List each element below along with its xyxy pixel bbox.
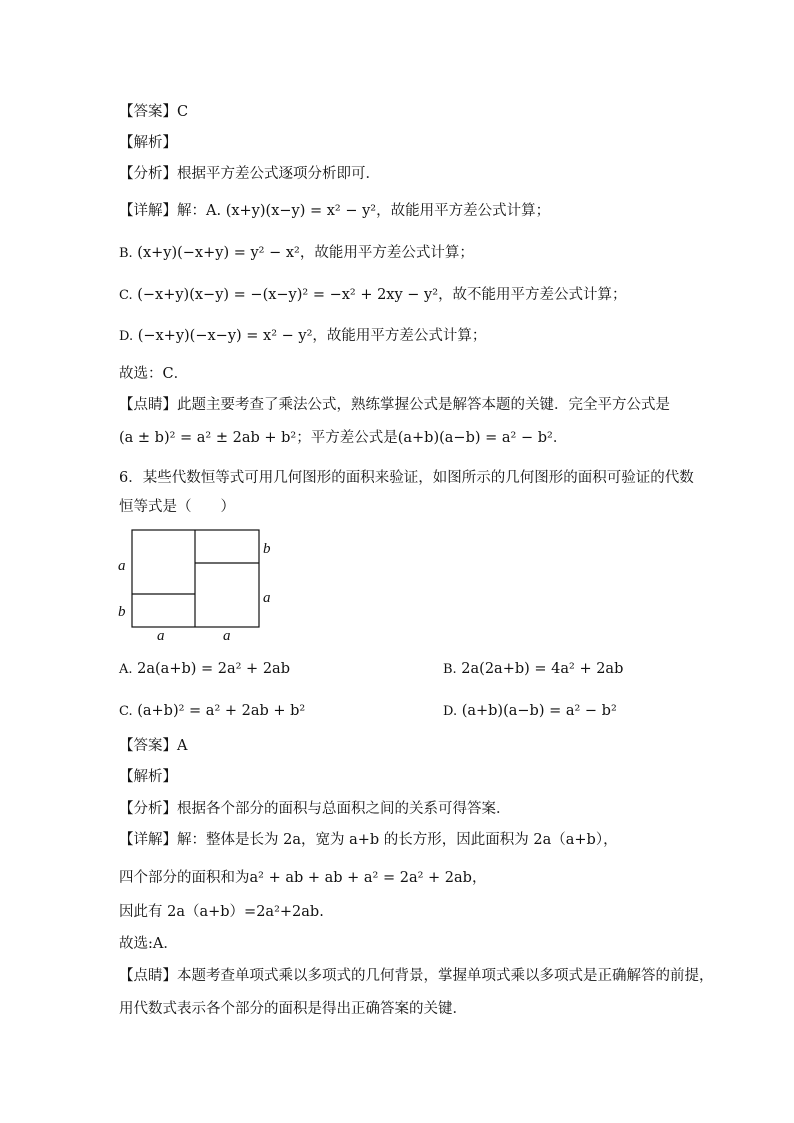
- q5-option-c: [119, 285, 627, 306]
- label-bottom-a-right: a: [223, 628, 231, 644]
- q5-dianjing-formulas: [119, 428, 567, 448]
- q5-choose: 故选：C．: [119, 366, 189, 382]
- q6-answer: 【答案】A: [119, 738, 188, 754]
- q6-option-b-formula: 2a(2a+b) = 4a² + 2ab: [461, 661, 624, 677]
- q5-fenxi: 【分析】根据平方差公式逐项分析即可．: [119, 166, 380, 182]
- q6-analysis-title: 【解析】: [119, 769, 177, 785]
- q6-stem-line1: 6．某些代数恒等式可用几何图形的面积来验证，如图所示的几何图形的面积可验证的代数: [119, 470, 694, 486]
- q6-detail2: [119, 868, 486, 888]
- q6-option-a-formula: 2a(a+b) = 2a² + 2ab: [137, 661, 290, 677]
- q6-option-a[interactable]: [119, 659, 290, 680]
- q5-option-d: [119, 326, 486, 347]
- q6-dianjing-line2: 用代数式表示各个部分的面积是得出正确答案的关键．: [119, 1001, 467, 1017]
- q5-c-label: C.: [119, 288, 133, 303]
- q5-b-formula: (x+y)(−x+y) = y² − x²: [137, 245, 300, 261]
- q5-b-label: B.: [119, 246, 133, 261]
- q5-d-label: D.: [119, 329, 134, 344]
- q6-option-d[interactable]: [443, 701, 617, 722]
- q5-detail-a-text: ，故能用平方差公式计算；: [376, 203, 551, 219]
- q5-detail-a: [119, 201, 550, 221]
- q5-analysis-title: 【解析】: [119, 135, 177, 151]
- q6-option-d-label: D.: [443, 704, 458, 719]
- label-left-a: a: [118, 558, 126, 574]
- q5-answer: 【答案】C: [119, 104, 189, 120]
- q5-b-text: ，故能用平方差公式计算；: [299, 245, 474, 261]
- q6-detail2-prefix: 四个部分的面积和为: [119, 870, 250, 886]
- label-right-b: b: [263, 541, 271, 557]
- q6-choose: 故选:A．: [119, 936, 178, 952]
- q5-dianjing-end: ．: [552, 430, 568, 446]
- q6-option-c-formula: (a+b)² = a² + 2ab + b²: [137, 703, 306, 719]
- q6-option-b[interactable]: [443, 659, 623, 680]
- q6-detail3: 因此有 2a（a+b）=2a²+2ab.: [119, 904, 324, 920]
- q5-option-b: [119, 243, 474, 264]
- q6-dianjing-line1: 【点睛】本题考查单项式乘以多项式的几何背景，掌握单项式乘以多项式是正确解答的前提，: [119, 968, 714, 984]
- q6-option-b-label: B.: [443, 662, 457, 677]
- q6-detail2-end: ，: [471, 870, 487, 886]
- q5-detail-a-formula: (x+y)(x−y) = x² − y²: [225, 203, 377, 219]
- q5-dianjing-mid: ；平方差公式是: [296, 430, 398, 446]
- q6-detail2-formula: a² + ab + ab + a² = 2a² + 2ab: [249, 870, 472, 886]
- q5-d-formula: (−x+y)(−x−y) = x² − y²: [137, 328, 313, 344]
- q6-geometry-diagram: [112, 522, 282, 647]
- q5-dianjing: 【点睛】此题主要考查了乘法公式，熟练掌握公式是解答本题的关键．完全平方公式是: [119, 397, 670, 413]
- q6-fenxi: 【分析】根据各个部分的面积与总面积之间的关系可得答案．: [119, 801, 511, 817]
- q6-detail1: 【详解】解：整体是长为 2a，宽为 a+b 的长方形，因此面积为 2a（a+b），: [119, 832, 618, 848]
- q6-option-c-label: C.: [119, 704, 133, 719]
- label-bottom-a-left: a: [157, 628, 165, 644]
- q5-c-text: ，故不能用平方差公式计算；: [438, 287, 627, 303]
- q6-option-d-formula: (a+b)(a−b) = a² − b²: [461, 703, 617, 719]
- label-right-a: a: [263, 590, 271, 606]
- q5-perfect-square-formula: (a ± b)² = a² ± 2ab + b²: [119, 430, 297, 446]
- q6-option-a-label: A.: [119, 662, 133, 677]
- q5-detail-prefix: 【详解】解：A.: [119, 203, 222, 219]
- q6-option-c[interactable]: [119, 701, 305, 722]
- label-left-b: b: [118, 604, 126, 620]
- q5-d-text: ，故能用平方差公式计算；: [312, 328, 487, 344]
- q5-difference-squares-formula: (a+b)(a−b) = a² − b²: [397, 430, 553, 446]
- q6-stem-line2: 恒等式是（ ）: [119, 499, 235, 515]
- q5-c-formula: (−x+y)(x−y) = −(x−y)² = −x² + 2xy − y²: [137, 287, 439, 303]
